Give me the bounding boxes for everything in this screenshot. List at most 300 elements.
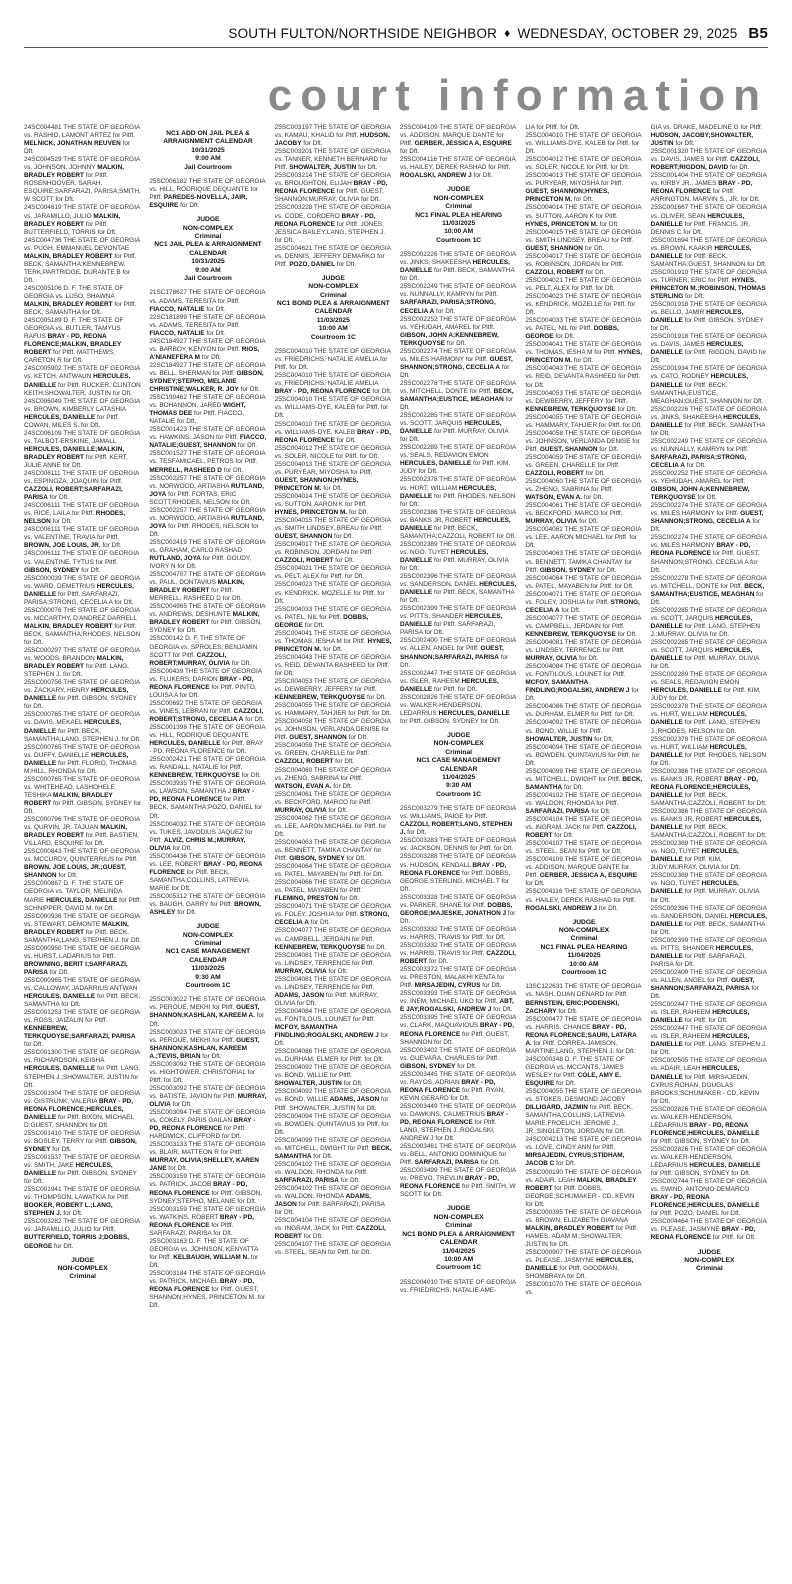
attorney-names: DOBBS, GEORGE;MAJESKE, JONATHON J	[400, 901, 513, 917]
case-entry	[525, 719, 642, 743]
case-text-tail: for Dft.	[47, 968, 69, 976]
attorney-names: KENNEBREW, TERKQUOYSE	[525, 630, 616, 638]
case-text-tail: for Pltff. GIBSON, SYDNEY for Dft.	[650, 317, 764, 333]
attorney-names: GUEST, SHANNON;STRONG, CECELIA A	[650, 510, 764, 526]
case-text-tail: for Dft.	[338, 895, 360, 903]
case-text-tail: for Dft.	[471, 172, 493, 180]
case-entry	[24, 913, 141, 945]
case-text-tail: for Pltff. RHODES, NELSON for Dft.	[400, 492, 516, 508]
attorney-names: HERCULES, DANIELLE	[650, 1009, 750, 1025]
case-entry	[24, 470, 141, 502]
case-entry	[275, 581, 392, 605]
case-text-tail: for Pltff. BECK, SAMANTHA for Dft.	[650, 421, 766, 437]
column-2	[149, 124, 266, 1570]
case-text: 25SC002396 THE STATE OF GEORGIA vs. SANDERSON, DANIEL	[400, 573, 516, 589]
case-entry	[275, 863, 392, 879]
case-entry	[525, 983, 642, 1015]
case-text-tail: for Dft.	[554, 1160, 576, 1168]
case-text-tail: for Pltff. DOBBS, GEORGE;STERLING, MICHAEL T for Dft.	[400, 869, 511, 893]
case-text-tail: for Dft.	[274, 1032, 389, 1048]
case-text-tail: for Pltff. BECK, SAMANTHA;CAZZOLI, ROBERT for Dft.	[650, 791, 767, 807]
case-entry	[24, 1049, 141, 1089]
calendar-heading-line: CALENDAR	[439, 1239, 478, 1247]
case-text: 25SC002257 THE STATE OF GEORGIA vs. NORWOOD, ARTIASHA	[149, 506, 266, 522]
case-text-tail: for Pltff. BECK, SAMANTHA;CAZZOLI, ROBERT for Dft.	[650, 824, 767, 840]
case-text: 25SC001537 THE STATE OF GEORGIA vs. SMITH, JAKE	[24, 1154, 140, 1170]
case-text-tail: for Dft.	[400, 909, 516, 925]
case-text-tail: for Pltff. BECK, SAMANTHA;POZO, DANIEL for Dft.	[149, 796, 263, 820]
case-entry	[149, 780, 266, 820]
case-entry	[525, 575, 642, 591]
case-entry	[275, 767, 392, 791]
case-text: 25SC004086 THE STATE OF GEORGIA vs. DURHAM, ELMER for Pltff. for Dft.	[525, 703, 642, 719]
case-entry	[525, 204, 642, 228]
attorney-names: BRAY - PD, REONA FLORENCE	[149, 1117, 256, 1133]
case-text: 25SC003445 THE STATE OF GEORGIA vs. RAYOS, ADRIAN	[400, 1070, 516, 1086]
case-text: 24SC004481 THE STATE OF GEORGIA vs. RASHID, LAMONT ARTEZ for Pltff.	[24, 124, 140, 140]
case-text-tail: for Pltff. BASTIEN, VILLARD, ESQUIRE for Dft.	[24, 832, 139, 848]
attorney-names: WATSON, EVAN A.	[525, 494, 583, 502]
case-text-tail: for Pltff. MURRAY, OLIVIA for Dft.	[400, 556, 509, 572]
case-text: 25SC003461 THE STATE OF GEORGIA vs. BELL, ANTONIO DOMINIQUE for Pltff.	[400, 1143, 516, 1167]
case-text: 25SC004621 THE STATE OF GEORGIA vs. DENNIS, JEFFERY DEMARKO for Pltff.	[274, 244, 391, 268]
case-text-tail: for Pltff. GIBSON, SYDNEY for Dft.	[24, 1170, 137, 1186]
case-text-tail: for Dft.	[311, 1152, 333, 1160]
case-text: 25SC003184 THE STATE OF GEORGIA vs. PATRICK, MICHAEL	[149, 1269, 266, 1286]
case-entry	[24, 502, 141, 526]
attorney-names: CAZZOLI, ROBERT;RIGDON, DAVID	[650, 156, 760, 172]
attorney-names: BRAY - PD, REONA FLORENCE	[149, 1213, 254, 1229]
attorney-names: MIRSAJEDIN, CYRUS	[414, 982, 481, 990]
case-text: 24SC004529 THE STATE OF GEORGIA vs. JOHNSON, JOHNNY	[24, 156, 140, 172]
case-text-tail: for Pltff. for Dft.	[710, 1234, 756, 1242]
case-text: 25SC003092 THE STATE OF GEORGIA vs. HIGHTOWER, CHRISTORIAL for Pltff.	[149, 1060, 266, 1084]
case-text: 25SC004013 THE STATE OF GEORGIA vs. PURYEAR, MIYOSHA for Pltff.	[525, 172, 642, 188]
case-text: 25SC000765 THE STATE OF GEORGIA vs. WHITEHEAD, LASHOHELE TESHIKA	[24, 775, 140, 799]
case-text-tail: for Pltff. DOBBS, GEORGE;SCHUMAKER - CD, KEVIN for Dft.	[525, 1184, 635, 1208]
case-text: 25SC004059 THE STATE OF GEORGIA vs. GREEN, CHARELLE for Pltff.	[274, 742, 391, 758]
case-entry	[149, 724, 266, 756]
calendar-heading-line: 11/03/2025	[442, 219, 476, 227]
case-text-tail: for Dft.	[582, 494, 604, 502]
case-text: 25SC003332 THE STATE OF GEORGIA vs. HARRIS, TRAVIS for Pltff.	[400, 941, 516, 958]
case-text-tail: for Dft.	[100, 542, 122, 550]
case-entry	[525, 792, 642, 816]
attorney-names: CAZZOLI, ROBERT;SARFARAZI, PARISA	[24, 486, 123, 502]
case-text: 25SC004104 THE STATE OF GEORGIA vs. INGRAM, JACK for Pltff.	[525, 816, 642, 832]
case-text: 25SC003449 THE STATE OF GEORGIA vs. DAWKINS, CALMETRIUS	[400, 1102, 516, 1118]
case-text: 25SC003022 THE STATE OF GEORGIA vs. PEROUE, MEKHI for Pltff.	[149, 996, 266, 1012]
case-entry	[651, 1106, 768, 1146]
case-text-tail: for Pltff. COWAN, MILES S. for Dft.	[24, 413, 120, 429]
case-entry	[275, 678, 392, 702]
attorney-names: BECK, SAMANTHA;EUSTICE, MEAGHAN	[650, 582, 765, 598]
case-text: 25SC004032 THE STATE OF GEORGIA vs. TUKES, JAVODIUS JAQUEZ for Pltff.	[149, 820, 266, 844]
case-text-tail: for Pltff. CORREA-JAMISON, MARTINE;LANG, STEPHEN J. for Dft.	[525, 1039, 636, 1055]
case-text: 25SC001694 THE STATE OF GEORGIA vs. BROWN, KAAKIR	[650, 236, 767, 252]
attorney-names: BRAY - PD, REONA FLORENCE	[400, 1022, 514, 1038]
case-text: 25SC003283 THE STATE OF GEORGIA vs. JACKSON, DENNIS for Pltff. for Dft.	[400, 837, 516, 853]
case-entry	[24, 285, 141, 317]
case-text-tail: for Dft.	[50, 1145, 72, 1153]
case-text: 25SC001423 THE STATE OF GEORGIA vs. HAWKINS, JASON for Pltff.	[149, 426, 266, 442]
case-text-tail: for Dft.	[321, 484, 343, 492]
case-text: 25SC004965 THE STATE OF GEORGIA vs. ANDREWS, DESHUNTE	[149, 603, 266, 619]
attorney-names: SARFARAZI, PARISA;STRONG, CECELIA A	[400, 299, 496, 315]
case-text-tail: for Dft.	[572, 357, 594, 365]
attorney-names: WATSON, EVAN A.	[274, 782, 332, 790]
calendar-heading-line: JUDGE	[196, 923, 220, 931]
case-entry	[149, 1141, 266, 1173]
case-entry	[149, 539, 266, 571]
case-text-tail: for Dft.	[480, 982, 502, 990]
case-entry	[651, 736, 768, 768]
attorney-names: BRAY - PD, REONA FLORENCE	[149, 788, 255, 804]
attorney-names: HERCULES, DANIELLE	[650, 687, 722, 695]
calendar-heading-line: Criminal	[445, 748, 473, 756]
attorney-names: HYNES, PRINCETON M.	[274, 637, 392, 653]
case-text: 25SC004077 THE STATE OF GEORGIA vs. CAMPBELL, JERDAIN for Pltff.	[274, 927, 391, 943]
column-3	[275, 124, 392, 1570]
case-text-tail: for Pltff. GOODMAN, SHOMBRAYA for Dft.	[525, 1265, 619, 1281]
case-entry	[525, 1056, 642, 1088]
case-text: 24SC005902 THE STATE OF GEORGIA vs. KETCH, ANTWAUN	[24, 365, 140, 381]
case-text: 25SC002252 THE STATE OF GEORGIA vs. YEHUDAH, AMAREL for Pltff.	[650, 470, 767, 486]
case-text-tail: for Pltff. LANG, STEPHEN J. for Dft.	[24, 663, 129, 679]
case-entry	[275, 839, 392, 863]
calendar-heading-line: NON-COMPLEX	[558, 927, 610, 934]
case-text: 25SC004086 THE STATE OF GEORGIA vs. DURHAM, ELMER for Pltff. for Dft.	[274, 1048, 391, 1064]
case-text: 25SC002252 THE STATE OF GEORGIA vs. YEHUDAH, AMAREL for Pltff.	[400, 315, 516, 331]
case-text: 25SC003288 THE STATE OF GEORGIA vs. HUDSON, KENDALL	[400, 853, 516, 869]
case-text: 25SC004021 THE STATE OF GEORGIA vs. PELT, ALEX for Pltff. for Dft.	[274, 565, 391, 581]
case-text: 25SC000936 THE STATE OF GEORGIA vs. STEWART, DEMONTE	[24, 912, 140, 928]
case-text: 25SC000395 THE STATE OF GEORGIA vs. BROWN, ELIZABETH GIAVANA	[525, 1208, 642, 1224]
case-entry	[525, 430, 642, 454]
case-text-tail: for Dft.	[347, 509, 369, 517]
case-entry	[651, 671, 768, 703]
case-text-tail: for Pltff. BECK, SAMANTHA;CAZZOLI, ROBERT for Dft.	[400, 524, 517, 540]
case-text: 25SC002826 THE STATE OF GEORGIA vs. WALKER-HENDERSON, LEDARRIUS	[650, 1145, 767, 1170]
attorney-names: MALKIN, BRADLEY ROBERT	[24, 655, 124, 671]
case-text: 25SC001320 THE STATE OF GEORGIA vs. DAVIS, JAMES for Pltff.	[650, 148, 767, 164]
calendar-heading-line: 11/03/2025	[316, 316, 350, 324]
case-text-tail: for Dft.	[61, 1210, 83, 1218]
case-text-tail: for Pltff. RUCKER, CLINTON KEITH;SHOWALTER, JUSTIN for Dft.	[24, 381, 141, 397]
case-entry	[651, 301, 768, 333]
case-entry	[525, 1136, 642, 1168]
case-entry	[525, 1016, 642, 1056]
case-text: 25SC004017 THE STATE OF GEORGIA vs. ROBINSON, JORDAN for Pltff.	[525, 252, 642, 268]
case-text: 25SC001918 THE STATE OF GEORGIA vs. DAVIS, JAMES	[650, 333, 767, 349]
calendar-heading-line: 9:00 AM	[195, 155, 221, 163]
case-text-tail: for Dft.	[149, 1012, 265, 1028]
case-text-tail: for Dft.	[615, 630, 637, 638]
attorney-names: BRAY - PD, REONA FLORENCE	[650, 1226, 756, 1242]
calendar-heading-line: CALENDAR	[314, 308, 353, 316]
case-text: 25SC002400 THE STATE OF GEORGIA vs. ALLEN, ANGEL for Pltff.	[650, 968, 767, 984]
case-text-tail: for Dft.	[236, 442, 258, 450]
case-entry	[275, 1241, 392, 1257]
attorney-names: HERCULES, DANIELLE	[650, 1065, 740, 1081]
case-entry	[651, 406, 768, 438]
case-text-tail: for Pltff. LANG, STEPHEN J.;RHODES, NELSON for Dft.	[650, 719, 760, 735]
case-text-tail: for Pltff. LANG, STEPHEN J. for Dft.	[650, 1041, 767, 1057]
attorney-names: GIBSON, SYDNEY	[539, 566, 596, 574]
case-text-tail: for Dft.	[365, 943, 387, 951]
case-entry	[651, 204, 768, 236]
case-entry	[275, 396, 392, 420]
case-text-tail: for Pltff. BIXON, MICHAEL D;GUEST, SHANNON for Dft.	[24, 1113, 134, 1129]
case-text-tail: for Dft.	[400, 653, 509, 669]
case-text: 25SC004014 THE STATE OF GEORGIA vs. SUTTON, AARON K for Pltff.	[274, 492, 391, 508]
case-entry	[24, 607, 141, 647]
case-text-tail: for Dft.	[149, 1253, 259, 1269]
attorney-names: GUEST, SHANNON;STRONG, CECELIA A	[400, 355, 513, 371]
calendar-heading-line: 10:00 AM	[444, 228, 474, 236]
case-text: 25SC004058 THE STATE OF GEORGIA vs. JOHNSON, VERLANDA DENISE for Pltff.	[525, 429, 642, 453]
attorney-names: ROGALSKI, ANDREW J	[525, 904, 597, 912]
attorney-names: HERCULES, DANIELLE	[24, 687, 129, 703]
case-entry	[400, 476, 517, 508]
case-text-tail: for Pltff. FLORIO, THOMAS M;HILL, RHONDA for Dft.	[24, 759, 137, 775]
case-entry	[149, 507, 266, 539]
case-text-tail: for Dft.	[427, 958, 449, 966]
attorney-names: HERCULES, DANIELLE	[650, 614, 753, 630]
case-text: LIA for Pltff. for Dft.	[525, 124, 580, 131]
calendar-heading-line: Courtroom 1C	[561, 969, 607, 977]
case-entry	[149, 362, 266, 394]
case-text-tail: for Pltff. GIBSON, SYDNEY for Dft.	[650, 1137, 751, 1145]
case-entry	[400, 124, 517, 156]
publication-name: SOUTH FULTON/NORTHSIDE NEIGHBOR	[228, 25, 498, 41]
case-text: 25SC004061 THE STATE OF GEORGIA vs. BECKFORD, MARCO for Pltff.	[274, 790, 391, 806]
case-text: 25SC003402 THE STATE OF GEORGIA vs. GUEVARA, CHARLES for Pltff.	[400, 1046, 516, 1062]
case-entry	[651, 333, 768, 365]
attorney-names: FLEMING, PRESTON	[274, 895, 339, 903]
case-text: 24SC004619 THE STATE OF GEORGIA vs. JARAMILLO, JULIO	[24, 204, 140, 220]
attorney-names: RHODES, NELSON	[24, 510, 126, 526]
case-text: 25SC004116 THE STATE OF GEORGIA vs. HAILEY, DEREK RASHAD for Pltff.	[525, 888, 641, 904]
case-entry	[275, 245, 392, 269]
calendar-heading-line: NC1 BOND PLEA & ARRAIGNMENT	[276, 300, 390, 308]
case-entry	[651, 172, 768, 204]
case-entry	[149, 1029, 266, 1061]
case-text: 24SC006109 THE STATE OF GEORGIA vs. TALBOT-ERSKINE, JAMALL	[24, 429, 140, 445]
calendar-heading-line: Jail Courtroom	[184, 275, 232, 283]
case-entry	[24, 776, 141, 816]
calendar-heading	[400, 186, 517, 245]
case-entry	[275, 654, 392, 678]
calendar-heading-line: 10/31/2025	[191, 258, 225, 266]
case-entry	[651, 1001, 768, 1025]
case-text: 25SC004055 THE STATE OF GEORGIA vs. HAMMARY, TAHJIER for Pltff. for Dft.	[525, 413, 643, 429]
case-text-tail: for Dft.	[170, 844, 192, 852]
case-text: 25SC001253 THE STATE OF GEORGIA vs. ROSS, JAIZALIN for Pltff.	[24, 1009, 140, 1025]
attorney-names: RIOS, A'NIANEFERA M	[149, 345, 260, 361]
case-text: 25SC00142 D. F. THE STATE OF GEORGIA vs. SPROLES, BENJAMIN SCOTT for Pltff.	[149, 635, 258, 659]
case-text-tail: for Dft.	[47, 494, 69, 502]
attorney-names: DOBBS, GEORGE	[274, 613, 369, 629]
column-4	[400, 124, 517, 1570]
calendar-heading-line: JUDGE	[447, 731, 471, 739]
case-text-tail: for Dft.	[24, 140, 131, 156]
case-entry	[275, 1088, 392, 1112]
case-entry	[651, 937, 768, 969]
case-text: 25SC003395 THE STATE OF GEORGIA vs. CLARK, MAQUAVIOUS	[400, 1014, 516, 1030]
case-text-tail: for Pltff. BECK, SAMANTHA;LANG, STEPHEN J. for Dft.	[24, 727, 141, 743]
calendar-heading-line: Courtroom 1C	[185, 981, 231, 989]
case-entry	[400, 637, 517, 669]
attorney-names: HERCULES, DANIELLE	[650, 816, 762, 832]
case-text: 24SC006111 THE STATE OF GEORGIA vs. ESPINOZA, JOAQUIN for Pltff.	[24, 470, 139, 486]
case-text: 24SC006049 THE STATE OF GEORGIA vs. BROWN, KIMBERLY LATASHIA	[24, 397, 140, 413]
calendar-heading-line: JUDGE	[447, 186, 471, 194]
attorney-names: BRAY - PD, REONA FLORENCE;HERCULES, DANIELLE	[24, 1097, 133, 1121]
calendar-heading	[149, 216, 266, 283]
attorney-names: COLE, AMY E, ESQUIRE	[525, 1071, 621, 1087]
case-text-tail: for Pltff. GUEST, SHANNON for Dft.	[400, 1030, 510, 1046]
attorney-names: HERCULES, DANIELLE	[650, 212, 745, 228]
calendar-heading-line: CALENDAR	[189, 249, 227, 257]
case-entry	[24, 526, 141, 550]
case-entry	[149, 893, 266, 917]
case-entry	[525, 156, 642, 172]
case-entry	[400, 1167, 517, 1199]
calendar-heading	[651, 1249, 768, 1274]
calendar-heading	[149, 130, 266, 172]
case-text: 25SC003499 THE STATE OF GEORGIA vs. PREVO, TREVLIN	[400, 1167, 516, 1183]
attorney-names: SARFARAZI, PARISA	[414, 1159, 479, 1167]
case-text-tail: for Pltff. POZO, DANIEL for Dft.	[650, 1210, 741, 1218]
case-entry	[525, 703, 642, 719]
case-entry	[149, 756, 266, 780]
case-text: 25SC000076 THE STATE OF GEORGIA vs. MCCARTHY, D'ANDREZ DARRELL	[24, 606, 140, 622]
case-text: 25SC002289 THE STATE OF GEORGIA vs. SEALS, REDAVION EMON	[400, 444, 516, 460]
case-text: 25SC004010 THE STATE OF GEORGIA vs. WILLIAMS-DYE, KALEB	[274, 420, 391, 436]
attorney-names: GUEST, SHANNON;SARFARAZI, PARISA	[400, 645, 504, 661]
attorney-names: PAREDES-NOVELLA, JAIR, ESQUIRE	[149, 194, 248, 210]
case-text-tail: for Dft.	[695, 494, 717, 502]
case-text-tail: for Dft.	[577, 655, 599, 663]
case-text: 25SC004053 THE STATE OF GEORGIA vs. DEWBERRY, JEFFERY for Pltff.	[525, 389, 642, 405]
attorney-names: HERCULES, DANIELLE	[650, 880, 739, 896]
case-entry	[275, 1113, 392, 1137]
case-entry	[275, 172, 392, 204]
case-text-tail: for Dft.	[56, 872, 78, 880]
case-text-tail: for Pltff. BECK, SAMANTHA for Dft.	[24, 993, 141, 1009]
case-text-tail: for Dft.	[596, 904, 619, 912]
calendar-heading-line: Courtroom 1C	[436, 1264, 482, 1272]
case-text-tail: for Pltff. JONES, JESSICA BAILEY;LANG, STEPHEN J. for Dft.	[274, 220, 386, 244]
attorney-names: HYNES, PRINCETON M.	[274, 509, 348, 517]
case-text: 25SC002419 THE STATE OF GEORGIA vs. GRAHAM, CARLO RASHAD	[149, 538, 266, 554]
attorney-names: HERCULES, DANIELLE	[46, 896, 118, 904]
attorney-names: HERCULES, DANIELLE	[149, 740, 221, 748]
case-text: 25SC003197 THE STATE OF GEORGIA vs. KAMAU, KHALID for Pltff.	[274, 124, 391, 140]
case-text-tail: for Dft.	[583, 268, 606, 276]
case-text-tail: for Dft.	[199, 353, 222, 361]
case-text: 25SC001070 THE STATE OF GEORGIA vs.	[525, 1281, 642, 1297]
case-entry	[149, 1206, 266, 1238]
case-entry	[651, 905, 768, 937]
attorney-names: BRAY - PD, REONA FLORENCE	[149, 860, 263, 876]
case-text: 25SC004094 THE STATE OF GEORGIA vs. BOWDEN, QUINTAVIUS for Pltff. for Dft.	[274, 1112, 391, 1136]
case-text-tail: for Dft.	[326, 967, 348, 975]
case-entry	[275, 1217, 392, 1241]
case-entry	[149, 668, 266, 700]
attorney-names: GERBER, JESSICA A, ESQUIRE	[539, 872, 638, 880]
case-entry	[24, 1090, 141, 1130]
case-entry	[24, 1154, 141, 1186]
case-text-tail: for Pltff. BECK, SAMANTHA;COLLINS, LATREVIA MARIE for Dft.	[149, 868, 249, 892]
attorney-names: BROWN, JOE LOUIS, JR.	[24, 542, 101, 550]
case-entry	[525, 390, 642, 414]
case-text: 25SC004012 THE STATE OF GEORGIA vs. SOLER, NICOLE for Pltff. for Dft.	[274, 444, 391, 460]
attorney-names: HERCULES, DANIELLE	[400, 484, 497, 500]
calendar-heading-line: 10:00 AM	[444, 1255, 474, 1263]
case-text: 25SC004464 THE STATE OF GEORGIA vs. PLEASE, JASMYNE	[650, 1218, 767, 1234]
case-text: 25SC004013 THE STATE OF GEORGIA vs. PURYEAR, MIYOSHA for Pltff.	[274, 460, 391, 476]
case-entry	[651, 534, 768, 574]
attorney-names: BRAY - PD, REONA FLORENCE	[400, 1078, 496, 1094]
attorney-names: KENNEBREW, TERKQUOYSE	[525, 405, 616, 413]
case-text: 24SC004213 THE STATE OF GEORGIA vs. LOVE, CINDY ANN for Pltff.	[525, 1136, 642, 1152]
case-text: 25SC004043 THE STATE OF GEORGIA vs. REID, DEVANTA RASHEED for Pltff. for Dft.	[274, 653, 391, 677]
case-text-tail: for Dft.	[525, 687, 639, 703]
attorney-names: GIBSON, JOHN A;KENNEBREW, TERKQUOYSE	[400, 331, 499, 347]
attorney-names: BRAY - PD, REONA FLORENCE	[274, 180, 388, 196]
case-entry	[24, 398, 141, 430]
attorney-names: MALKIN, BRADLEY ROBERT	[24, 920, 129, 936]
calendar-heading-line: 9:30 AM	[445, 782, 472, 790]
case-text-tail: for Dft.	[650, 590, 764, 606]
case-entry	[275, 372, 392, 396]
case-entry	[149, 1270, 266, 1310]
attorney-names: BUTTERFIELD, TORRIS J;DOBBS, GEORGE	[24, 1234, 130, 1250]
case-text-tail: for Dft.	[52, 1242, 74, 1250]
attorney-names: MALKIN, BRADLEY ROBERT	[24, 164, 125, 180]
case-text-tail: for Pltff. MURRAY, OLIVIA for Dft.	[400, 428, 509, 444]
case-text: 25SC002285 THE STATE OF GEORGIA vs. SCOTT, JARQUIS	[400, 412, 516, 428]
attorney-names: HERCULES, DANIELLE	[400, 460, 472, 468]
case-text: 25SC000950 THE STATE OF GEORGIA vs. HURST, LADARIUS for Pltff.	[24, 944, 140, 960]
case-text: 25SC004116 THE STATE OF GEORGIA vs. HAILEY, DEREK RASHAD for Pltff.	[400, 156, 516, 172]
case-text-tail: for Pltff. SARFARAZI, PARISA for Dft.	[274, 1201, 385, 1217]
case-text: 25SC004084 THE STATE OF GEORGIA vs. FONTILOUS, LOUNET for Pltff.	[274, 1007, 391, 1023]
page-number: B5	[748, 24, 768, 42]
case-entry	[525, 124, 642, 132]
attorney-names: HERCULES, DANIELLE	[650, 309, 744, 325]
attorney-names: HERCULES, DANIELLE	[650, 373, 748, 389]
case-text: 25SC004010 THE STATE OF GEORGIA vs. FRIEDRICHS, NATALIE AME-	[400, 1278, 516, 1294]
case-text-tail: for Dft.	[673, 140, 695, 148]
case-text: 25SC004081 THE STATE OF GEORGIA vs. LINDSEY, TERRENCE for Pltff.	[274, 975, 391, 991]
case-text: 25SC002285 THE STATE OF GEORGIA vs. SCOTT, JARQUIS	[650, 639, 767, 655]
attorney-names: CAZZOLI, ROBERT;LANG, STEPHEN J.	[400, 821, 513, 837]
attorney-names: BECK, SAMANTHA;EUSTICE, MEAGHAN	[400, 387, 514, 404]
case-text: 25SC004099 THE STATE OF GEORGIA vs. MITCHELL, DWIGHT for Pltff.	[274, 1136, 391, 1152]
case-text-tail: for Pltff. KIM, JUDY for Dft.	[400, 460, 511, 476]
case-entry	[400, 942, 517, 966]
attorney-names: GUEST, SHANNON;KASHLAN, KAREEM A.;TEVIS, BRIAN	[149, 1036, 260, 1060]
attorney-names: HERCULES, DANIELLE	[689, 1162, 761, 1170]
attorney-names: STRONG, CECELIA A	[525, 598, 640, 614]
case-text-tail: for Pltff. HARDWICK, CLIFFORD for Dft.	[149, 1125, 246, 1141]
case-entry	[275, 742, 392, 766]
case-entry	[400, 156, 517, 180]
case-text-tail: for Dft.	[556, 1007, 578, 1015]
